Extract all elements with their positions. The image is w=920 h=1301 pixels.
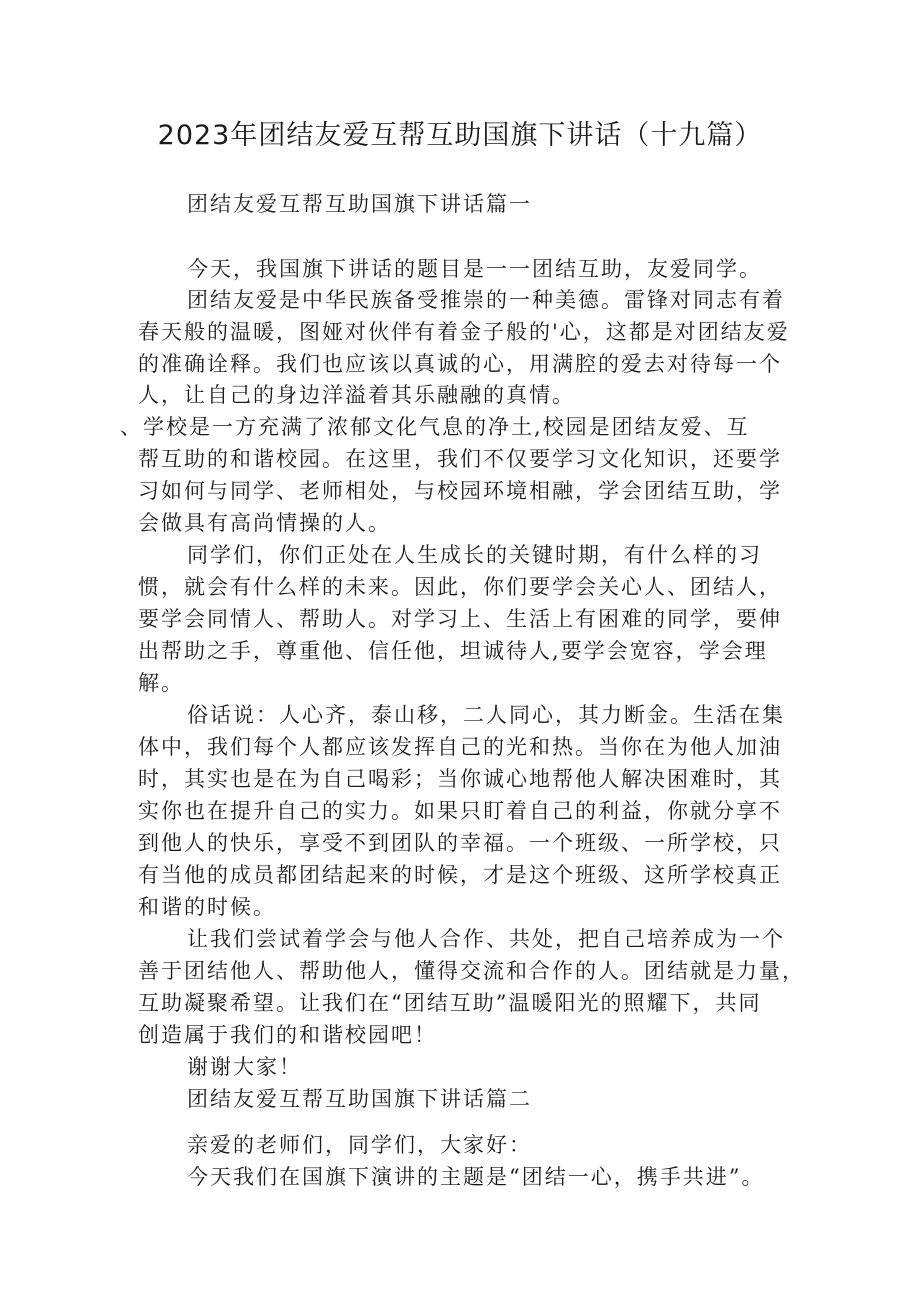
paragraph-line: 的准确诠释。我们也应该以真诚的心，用满腔的爱去对待每一个 [138,352,782,376]
paragraph-line: 让我们尝试着学会与他人合作、共处，把自己培养成为一个 [187,927,785,951]
paragraph-line: 和谐的时候。 [138,895,276,919]
paragraph-line: 今天，我国旗下讲话的题目是一一团结互助，友爱同学。 [187,257,762,281]
paragraph-line: 善于团结他人、帮助他人，懂得交流和合作的人。团结就是力量， [138,959,805,983]
paragraph-line: 俗话说：人心齐，泰山移，二人同心，其力断金。生活在集 [187,703,785,727]
paragraph-line: 习如何与同学、老师相处，与校园环境相融，学会团结互助，学 [138,479,782,503]
paragraph-line: 有当他的成员都团结起来的时候，才是这个班级、这所学校真正 [138,863,782,887]
paragraph-line: 同学们，你们正处在人生成长的关键时期，有什么样的习 [187,543,762,567]
paragraph-line: 人，让自己的身边洋溢着其乐融融的真情。 [138,383,575,407]
paragraph-line: 出帮助之手，尊重他、信任他，坦诚待人,要学会宽容，学会理 [138,639,768,663]
paragraph-line: 谢谢大家！ [187,1055,302,1079]
section-heading-2: 团结友爱互帮互助国旗下讲话篇二 [187,1087,532,1111]
paragraph-line: 春天般的温暖，图娅对伙伴有着金子般的'心，这都是对团结友爱 [138,320,790,344]
paragraph-line: 到他人的快乐，享受不到团队的幸福。一个班级、一所学校，只 [138,831,782,855]
paragraph-line: 解。 [138,671,184,695]
paragraph-line: 创造属于我们的和谐校园吧！ [138,1023,437,1047]
paragraph-line: 帮互助的和谐校园。在这里，我们不仅要学习文化知识，还要学 [138,447,782,471]
paragraph-line: 互助凝聚希望。让我们在“团结互助”温暖阳光的照耀下，共同 [138,991,762,1015]
paragraph-line: 体中，我们每个人都应该发挥自己的光和热。当你在为他人加油 [138,735,782,759]
paragraph-line: 亲爱的老师们，同学们，大家好： [187,1133,532,1157]
paragraph-line: 团结友爱是中华民族备受推崇的一种美德。雷锋对同志有着 [187,288,785,312]
paragraph-line: 实你也在提升自己的实力。如果只盯着自己的利益，你就分享不 [138,799,782,823]
document-title: 2023年团结友爱互帮互助国旗下讲话（十九篇） [157,120,763,151]
paragraph-line: 会做具有高尚情操的人。 [138,511,391,535]
paragraph-line: 要学会同情人、帮助人。对学习上、生活上有困难的同学，要伸 [138,607,782,631]
paragraph-line: 时，其实也是在为自己喝彩；当你诚心地帮他人解决困难时，其 [138,767,782,791]
paragraph-line: 今天我们在国旗下演讲的主题是“团结一心，携手共进”。 [187,1165,765,1189]
paragraph-line: 、学校是一方充满了浓郁文化气息的净土,校园是团结友爱、互 [120,415,750,439]
section-heading-1: 团结友爱互帮互助国旗下讲话篇一 [187,192,532,216]
paragraph-line: 惯，就会有什么样的未来。因此，你们要学会关心人、团结人， [138,575,782,599]
